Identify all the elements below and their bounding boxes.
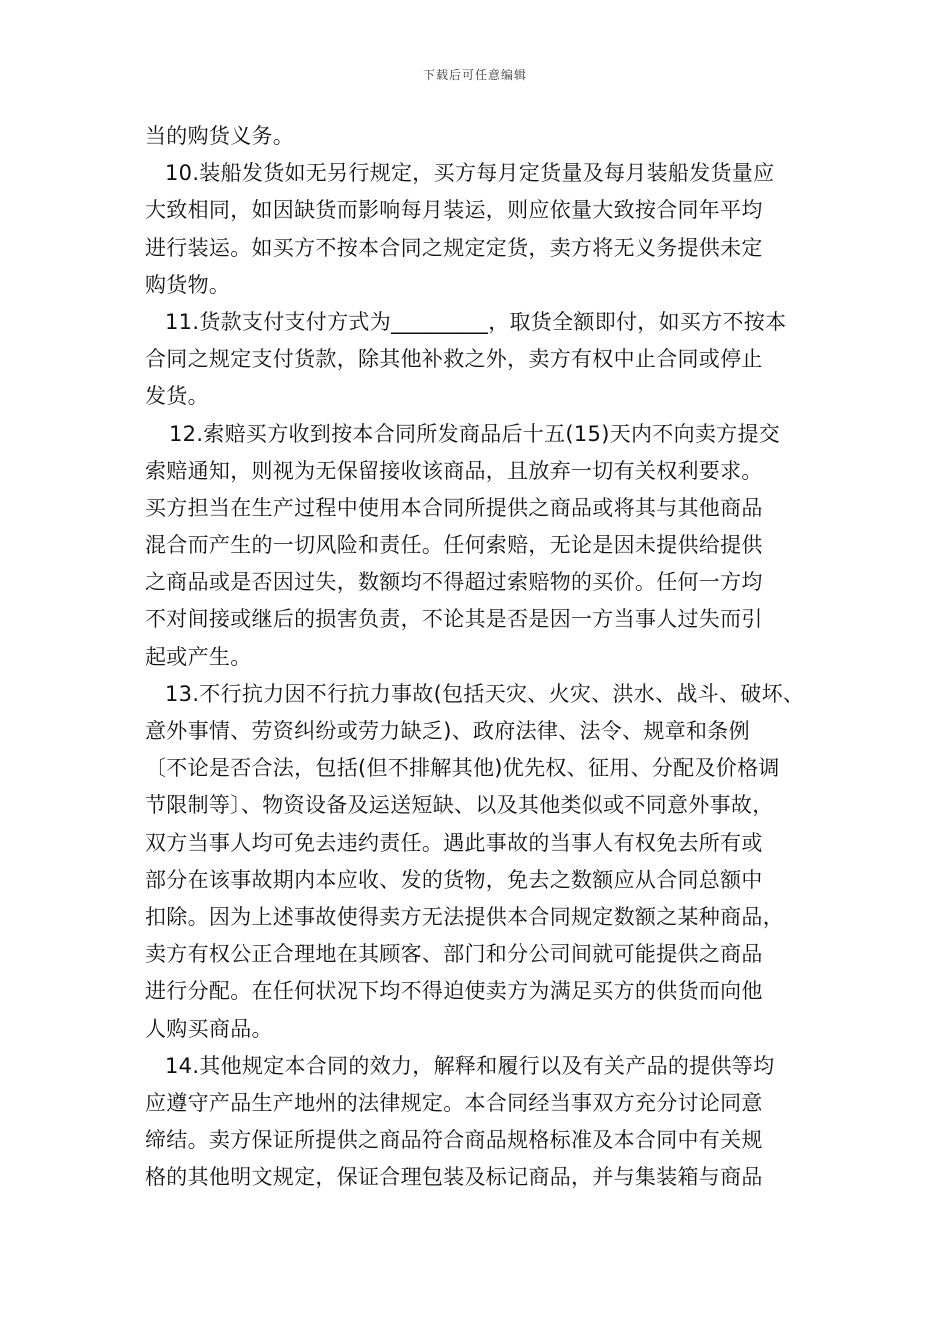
clause-10-line: 10.装船发货如无另行规定，买方每月定货量及每月装船发货量应 [165, 161, 775, 186]
text-line: 卖方有权公正合理地在其顾客、部门和分公司间就可能提供之商品 [145, 942, 763, 967]
text-line: 起或产生。 [145, 644, 252, 669]
text-line: 部分在该事故期内本应收、发的货物，免去之数额应从合同总额中 [145, 867, 763, 892]
document-body [145, 118, 811, 1196]
text-line: 〔不论是否合法，包括(但不排解其他)优先权、征用、分配及价格调 [145, 756, 780, 781]
text-line: 意外事情、劳资纠纷或劳力缺乏)、政府法律、法令、规章和条例 [145, 719, 750, 743]
text-line: 合同之规定支付货款，除其他补救之外，卖方有权中止合同或停止 [145, 347, 763, 372]
text-line: 大致相同，如因缺货而影响每月装运，则应依量大致按合同年平均 [145, 198, 763, 223]
text-line: 扣除。因为上述事故使得卖方无法提供本合同规定数额之某种商品， [145, 904, 784, 929]
text-line: 应遵守产品生产地州的法律规定。本合同经当事双方充分讨论同意 [145, 1090, 763, 1115]
text-line: 买方担当在生产过程中使用本合同所提供之商品或将其与其他商品 [145, 495, 763, 520]
text-line: 进行分配。在任何状况下均不得迫使卖方为满足买方的供货而向他 [145, 979, 763, 1004]
text-line: 索赔通知，则视为无保留接收该商品，且放弃一切有关权利要求。 [145, 458, 763, 483]
text-line: 混合而产生的一切风险和责任。任何索赔，无论是因未提供给提供 [145, 533, 763, 558]
text-line: 人购买商品。 [145, 1016, 273, 1041]
text-line: 不对间接或继后的损害负责，不论其是否是因一方当事人过失而引 [145, 607, 763, 632]
clause-13-line: 13.不行抗力因不行抗力事故(包括天灾、火灾、洪水、战斗、破坏、 [165, 681, 805, 706]
text-line: 进行装运。如买方不按本合同之规定定货，卖方将无义务提供未定 [145, 235, 763, 260]
text-line: 双方当事人均可免去违约责任。遇此事故的当事人有权免去所有或 [145, 830, 763, 855]
text-line: 节限制等〕、物资设备及运送短缺、以及其他类似或不同意外事故， [145, 793, 774, 818]
text-line: 当的购货义务。 [145, 124, 295, 148]
text-line: 格的其他明文规定，保证合理包装及标记商品，并与集装箱与商品 [145, 1165, 763, 1190]
clause-12-line: 12.索赔买方收到按本合同所发商品后十五(15)天内不向卖方提交 [169, 421, 781, 446]
header-note: 下载后可任意编辑 [422, 68, 527, 82]
text-line: 购货物。 [145, 272, 231, 297]
clause-11-line: 11.货款支付支付方式为_________，取货全额即付，如买方不按本 [165, 309, 787, 334]
text-line: 之商品或是否因过失，数额均不得超过索赔物的买价。任何一方均 [145, 570, 763, 595]
text-line: 发货。 [145, 384, 209, 409]
clause-14-line: 14.其他规定本合同的效力，解释和履行以及有关产品的提供等均 [165, 1053, 775, 1078]
text-line: 缔结。卖方保证所提供之商品符合商品规格标准及本合同中有关规 [145, 1128, 763, 1153]
